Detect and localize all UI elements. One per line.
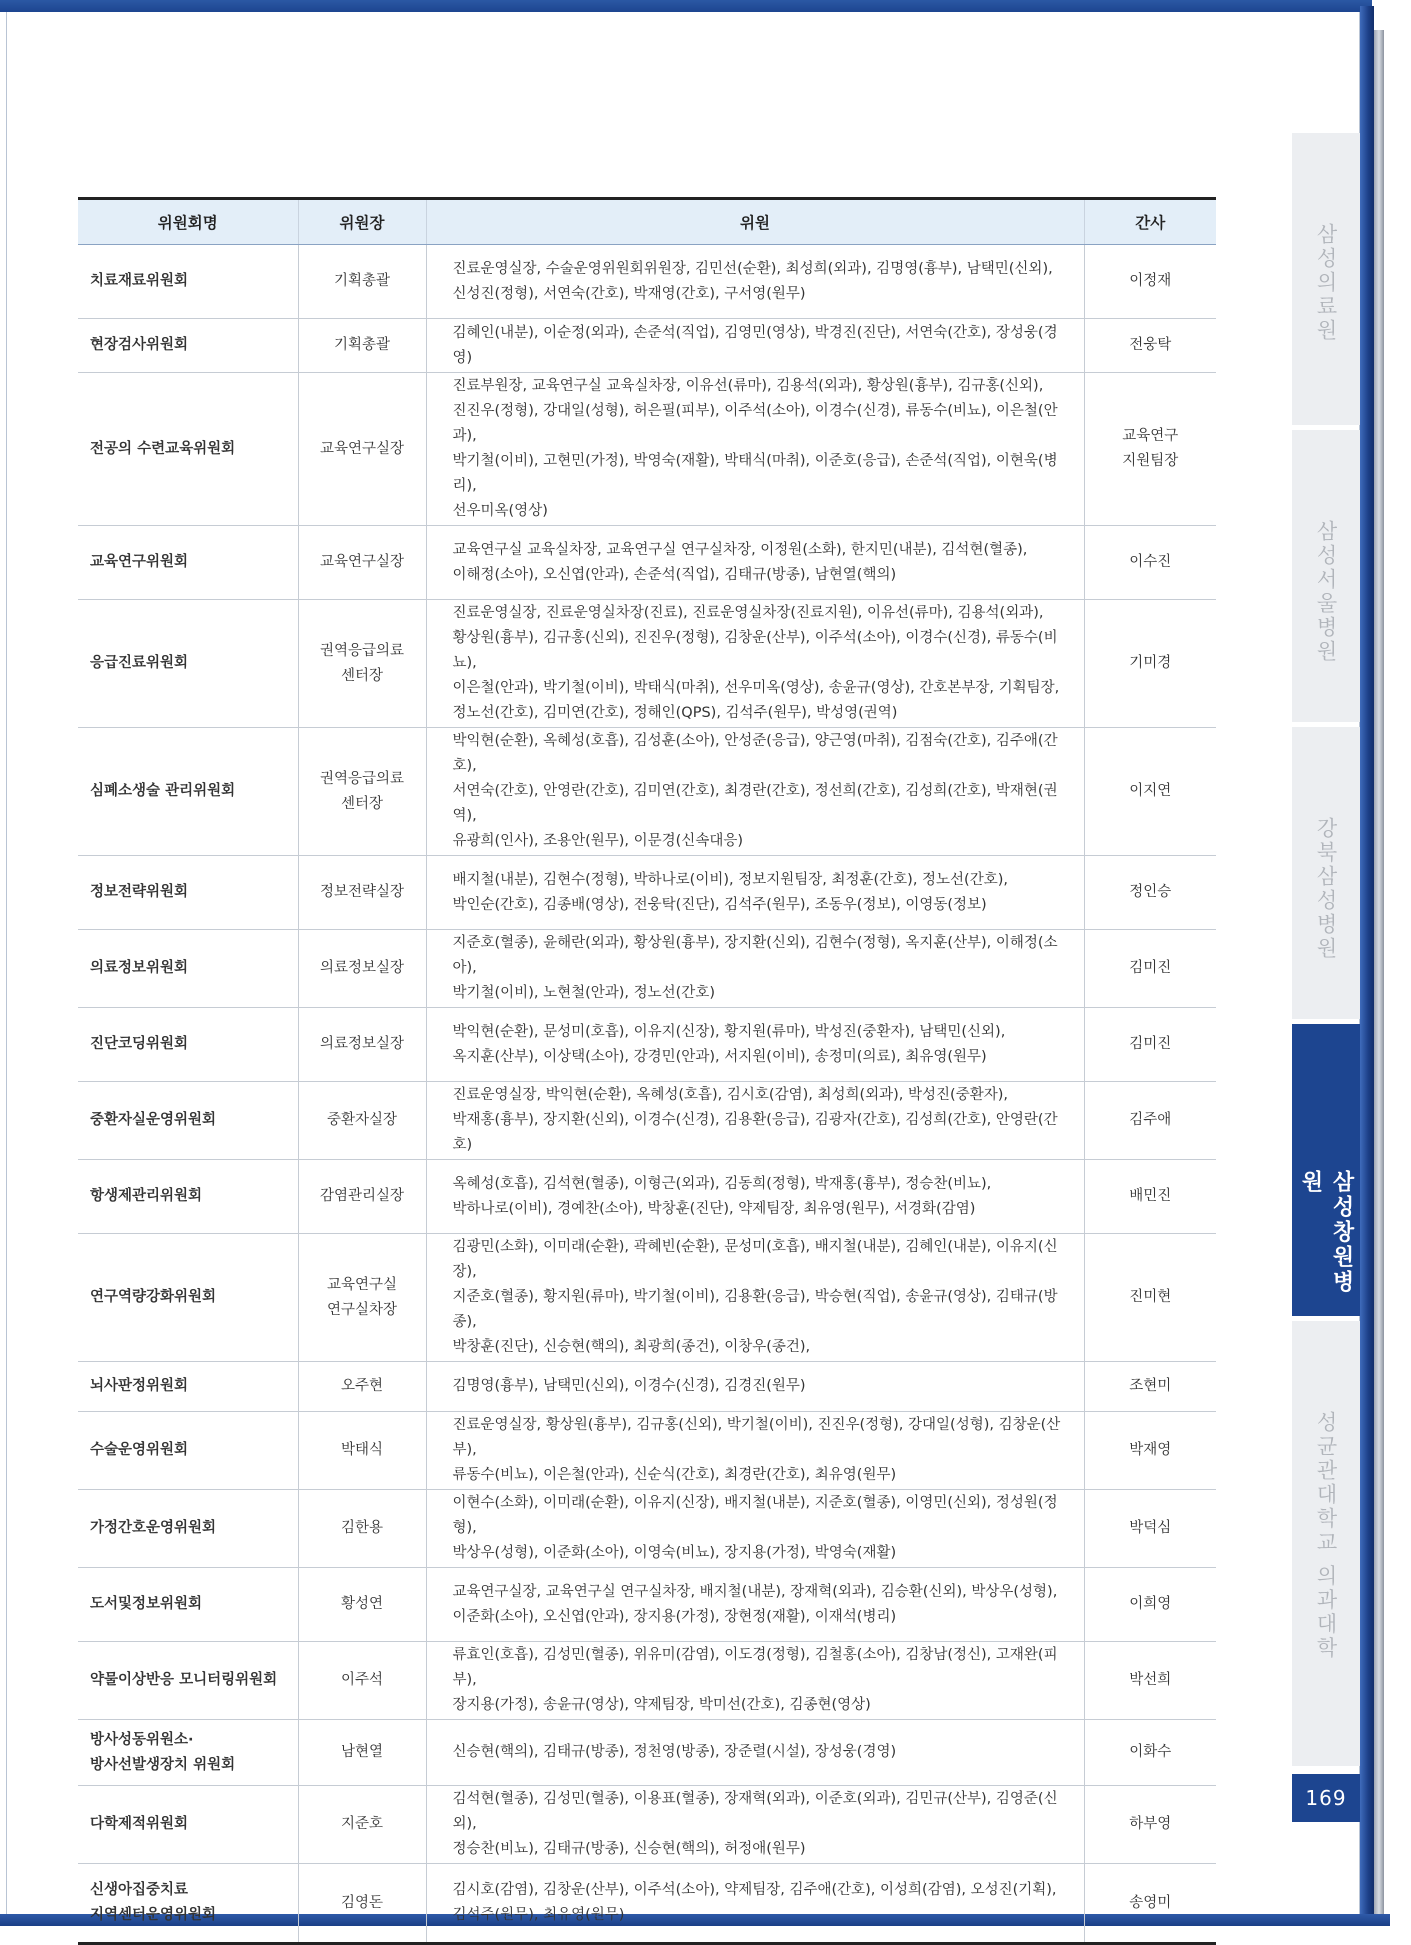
- committee-table: [78, 197, 1216, 1945]
- committee-name-cell: [78, 1234, 298, 1362]
- committee-secretary-line: 하부영: [1129, 1816, 1172, 1832]
- column-header-committee: 위원회명: [78, 199, 298, 245]
- committee-members-line: 박하나로(이비), 경예찬(소아), 박창훈(진단), 약제팀장, 최유영(원무), 서경화(감염): [452, 1200, 976, 1217]
- committee-members-cell: [426, 1362, 1084, 1412]
- side-tab-label: 강북삼성병원: [1314, 817, 1338, 961]
- committee-secretary-line: 기미경: [1129, 655, 1172, 671]
- committee-name-cell: [78, 319, 298, 373]
- committee-name-cell: [78, 1568, 298, 1642]
- top-color-bar: [0, 0, 1372, 12]
- committee-members-line: 박익현(순환), 옥혜성(호흡), 김성훈(소아), 안성준(응급), 양근영(마취), 김점숙(간호), 김주애(간호),: [452, 733, 1058, 774]
- committee-members-line: 이현수(소화), 이미래(순환), 이유지(신장), 배지철(내분), 지준호(혈종), 이영민(신외), 정성원(정형),: [452, 1495, 1058, 1536]
- committee-chair-cell: [298, 1082, 426, 1160]
- side-tab-5[interactable]: [1292, 1321, 1360, 1766]
- committee-members-line: 진료운영실장, 진료운영실차장(진료), 진료운영실차장(진료지원), 이유선(류마), 김용석(외과),: [452, 605, 1044, 621]
- committee-secretary-cell: [1084, 526, 1216, 600]
- committee-name-cell: [78, 600, 298, 728]
- side-tab-3[interactable]: [1292, 727, 1360, 1019]
- committee-chair-line: 센터장: [340, 667, 384, 684]
- committee-members-line: 김혜인(내분), 이순정(외과), 손준석(직업), 김영민(영상), 박경진(진단), 서연숙(간호), 장성웅(경영): [452, 324, 1058, 366]
- committee-chair-line: 이주석: [340, 1672, 384, 1688]
- committee-members-line: 박기철(이비), 노현철(안과), 정노선(간호): [452, 985, 715, 1001]
- committee-secretary-line: 김미진: [1129, 1036, 1172, 1052]
- committee-secretary-line: 정인승: [1129, 884, 1172, 900]
- committee-members-line: 진료운영실장, 수술운영위원회위원장, 김민선(순환), 최성희(외과), 김명영(흉부), 남택민(신외),: [452, 260, 1053, 277]
- committee-secretary-line: 이화수: [1129, 1744, 1172, 1760]
- committee-chair-cell: [298, 1234, 426, 1362]
- committee-members-cell: [426, 1008, 1084, 1082]
- committee-secretary-line: 배민진: [1129, 1188, 1172, 1204]
- committee-name-line: 방사성동위원소·: [90, 1731, 194, 1748]
- committee-secretary-cell: [1084, 1568, 1216, 1642]
- table-row: [78, 1160, 1216, 1234]
- table-row: [78, 1642, 1216, 1720]
- committee-chair-cell: [298, 1642, 426, 1720]
- committee-chair-cell: [298, 728, 426, 856]
- committee-name-line: 의료정보위원회: [90, 960, 189, 976]
- committee-members-line: 배지철(내분), 김현수(정형), 박하나로(이비), 정보지원팀장, 최정훈(간호), 정노선(간호),: [452, 871, 1008, 888]
- committee-members-line: 류동수(비뇨), 이은철(안과), 신순식(간호), 최경란(간호), 최유영(원무): [452, 1467, 897, 1483]
- committee-members-line: 진료운영실장, 황상원(흉부), 김규홍(신외), 박기철(이비), 진진우(정형), 강대일(성형), 김창운(산부),: [452, 1417, 1061, 1458]
- committee-secretary-line: 이지연: [1129, 783, 1172, 799]
- page-number: 169: [1292, 1774, 1360, 1822]
- committee-secretary-cell: [1084, 728, 1216, 856]
- committee-secretary-line: 지원팀장: [1122, 453, 1179, 469]
- committee-secretary-cell: [1084, 1008, 1216, 1082]
- committee-chair-line: 감염관리실장: [319, 1188, 405, 1204]
- committee-chair-line: 기획총괄: [333, 273, 391, 289]
- committee-secretary-cell: [1084, 1412, 1216, 1490]
- table-row: [78, 930, 1216, 1008]
- committee-secretary-cell: [1084, 373, 1216, 526]
- committee-secretary-line: 송영미: [1129, 1894, 1172, 1911]
- committee-chair-line: 권역응급의료: [319, 770, 405, 787]
- committee-members-cell: [426, 1568, 1084, 1642]
- committee-chair-cell: [298, 930, 426, 1008]
- committee-name-cell: [78, 1082, 298, 1160]
- committee-chair-cell: [298, 245, 426, 319]
- committee-members-line: 김광민(소화), 이미래(순환), 곽혜빈(순환), 문성미(호흡), 배지철(내분), 김혜인(내분), 이유지(신장),: [452, 1239, 1058, 1280]
- committee-members-line: 이준화(소아), 오신엽(안과), 장지용(가정), 장현정(재활), 이재석(병리): [452, 1608, 897, 1625]
- table-row: [78, 728, 1216, 856]
- committee-secretary-cell: [1084, 319, 1216, 373]
- committee-secretary-cell: [1084, 1642, 1216, 1720]
- committee-chair-cell: [298, 373, 426, 526]
- committee-name-line: 지역센터운영위원회: [90, 1907, 217, 1923]
- committee-members-line: 옥혜성(호흡), 김석현(혈종), 이형근(외과), 김동희(정형), 박재홍(흉부), 정승찬(비뇨),: [452, 1175, 992, 1192]
- committee-members-cell: [426, 1082, 1084, 1160]
- committee-members-line: 이해정(소아), 오신엽(안과), 손준석(직업), 김태규(방종), 남현열(핵의): [452, 566, 897, 583]
- table-row: [78, 1490, 1216, 1568]
- committee-name-line: 신생아집중치료: [90, 1882, 189, 1898]
- committee-name-cell: [78, 1786, 298, 1864]
- table-row: [78, 1362, 1216, 1412]
- committee-secretary-cell: [1084, 1490, 1216, 1568]
- committee-members-line: 정승찬(비뇨), 김태규(방종), 신승현(핵의), 허정애(원무): [452, 1841, 806, 1857]
- committee-members-line: 진료부원장, 교육연구실 교육실차장, 이유선(류마), 김용석(외과), 황상원(흉부), 김규홍(신외),: [452, 378, 1044, 394]
- committee-secretary-cell: [1084, 600, 1216, 728]
- committee-members-line: 교육연구실 교육실차장, 교육연구실 연구실차장, 이정원(소화), 한지민(내분), 김석현(혈종),: [452, 541, 1028, 558]
- committee-members-line: 김시호(감염), 김창운(산부), 이주석(소아), 약제팀장, 김주애(간호), 이성희(감염), 오성진(기획),: [452, 1882, 1057, 1898]
- committee-name-cell: [78, 1490, 298, 1568]
- committee-members-line: 진진우(정형), 강대일(성형), 허은필(피부), 이주석(소아), 이경수(신경), 류동수(비뇨), 이은철(안과),: [452, 403, 1058, 444]
- committee-chair-cell: [298, 1786, 426, 1864]
- committee-members-line: 서연숙(간호), 안영란(간호), 김미연(간호), 최경란(간호), 정선희(간호), 김성희(간호), 박재현(권역),: [452, 783, 1058, 824]
- committee-secretary-line: 조현미: [1129, 1378, 1172, 1394]
- committee-members-cell: [426, 856, 1084, 930]
- committee-members-cell: [426, 1412, 1084, 1490]
- committee-secretary-line: 박선희: [1129, 1672, 1172, 1688]
- committee-members-line: 장지용(가정), 송윤규(영상), 약제팀장, 박미선(간호), 김종현(영상): [452, 1697, 871, 1713]
- table-row: [78, 319, 1216, 373]
- committee-chair-cell: [298, 1160, 426, 1234]
- committee-secretary-line: 박덕심: [1129, 1520, 1172, 1536]
- committee-members-cell: [426, 1720, 1084, 1786]
- committee-name-line: 정보전략위원회: [90, 884, 189, 900]
- table-row: [78, 1568, 1216, 1642]
- table-row: [78, 1786, 1216, 1864]
- table-row: [78, 526, 1216, 600]
- committee-chair-cell: [298, 856, 426, 930]
- committee-members-line: 지준호(혈종), 황지원(류마), 박기철(이비), 김용환(응급), 박승현(직업), 송윤규(영상), 김태규(방종),: [452, 1289, 1058, 1330]
- committee-chair-line: 센터장: [340, 795, 384, 812]
- committee-secretary-line: 이희영: [1129, 1596, 1172, 1612]
- side-tab-label: 삼성창원병원: [1298, 1170, 1354, 1295]
- committee-secretary-line: 교육연구: [1122, 428, 1179, 444]
- table-row: [78, 1412, 1216, 1490]
- book-edge: [1374, 30, 1384, 1920]
- committee-name-cell: [78, 245, 298, 319]
- committee-name-line: 방사선발생장치 위원회: [90, 1756, 236, 1773]
- table-row: [78, 1082, 1216, 1160]
- committee-chair-line: 권역응급의료: [319, 642, 405, 659]
- committee-members-line: 신승현(핵의), 김태규(방종), 정천영(방종), 장준렬(시설), 장성웅(경영): [452, 1744, 897, 1760]
- committee-name-cell: [78, 526, 298, 600]
- table-body: [78, 245, 1216, 1944]
- committee-members-cell: [426, 728, 1084, 856]
- table-row: [78, 1234, 1216, 1362]
- committee-members-cell: [426, 1864, 1084, 1944]
- committee-members-line: 진료운영실장, 박익현(순환), 옥혜성(호흡), 김시호(감염), 최성희(외과), 박성진(중환자),: [452, 1087, 1008, 1103]
- column-header-members: 위원: [426, 199, 1084, 245]
- committee-chair-line: 황성연: [340, 1596, 384, 1612]
- committee-chair-line: 중환자실장: [326, 1112, 398, 1128]
- committee-name-cell: [78, 856, 298, 930]
- committee-members-cell: [426, 245, 1084, 319]
- committee-members-line: 이은철(안과), 박기철(이비), 박태식(마취), 선우미옥(영상), 송윤규(영상), 간호본부장, 기획팀장,: [452, 680, 1060, 696]
- committee-name-line: 약물이상반응 모니터링위원회: [90, 1672, 278, 1688]
- committee-name-line: 연구역량강화위원회: [90, 1289, 217, 1305]
- table-header-row: [78, 199, 1216, 245]
- committee-chair-line: 교육연구실장: [319, 440, 405, 457]
- committee-chair-line: 의료정보실장: [319, 960, 405, 976]
- committee-members-line: 정노선(간호), 김미연(간호), 정해인(QPS), 김석주(원무), 박성영(권역): [452, 705, 898, 721]
- committee-members-line: 교육연구실장, 교육연구실 연구실차장, 배지철(내분), 장재혁(외과), 김승환(신외), 박상우(성형),: [452, 1583, 1058, 1600]
- committee-secretary-line: 박재영: [1129, 1442, 1172, 1458]
- committee-name-cell: [78, 1864, 298, 1944]
- committee-secretary-line: 이수진: [1129, 554, 1172, 570]
- committee-name-cell: [78, 728, 298, 856]
- committee-secretary-line: 진미현: [1129, 1289, 1172, 1305]
- committee-secretary-cell: [1084, 1362, 1216, 1412]
- committee-name-line: 현장검사위원회: [90, 337, 189, 353]
- committee-members-cell: [426, 1786, 1084, 1864]
- committee-members-line: 박인순(간호), 김종배(영상), 전웅탁(진단), 김석주(원무), 조동우(정보), 이영동(정보): [452, 896, 987, 913]
- committee-members-line: 박재홍(흉부), 장지환(신외), 이경수(신경), 김용환(응급), 김광자(간호), 김성희(간호), 안영란(간호): [452, 1112, 1058, 1153]
- committee-secretary-cell: [1084, 1234, 1216, 1362]
- table-row: [78, 373, 1216, 526]
- committee-name-cell: [78, 1720, 298, 1786]
- committee-members-cell: [426, 319, 1084, 373]
- side-tab-label: 삼성서울병원: [1314, 520, 1338, 664]
- committee-name-line: 교육연구위원회: [90, 554, 189, 570]
- committee-chair-cell: [298, 319, 426, 373]
- committee-members-cell: [426, 1234, 1084, 1362]
- committee-name-cell: [78, 1412, 298, 1490]
- committee-members-cell: [426, 1490, 1084, 1568]
- committee-name-line: 전공의 수련교육위원회: [90, 440, 236, 457]
- committee-name-cell: [78, 1008, 298, 1082]
- committee-name-cell: [78, 1362, 298, 1412]
- committee-chair-line: 김영돈: [340, 1894, 384, 1911]
- committee-name-line: 진단코딩위원회: [90, 1036, 189, 1052]
- committee-members-line: 김석주(원무), 최유영(원무): [452, 1907, 625, 1923]
- side-tab-2[interactable]: [1292, 430, 1360, 722]
- side-tab-label: 삼성의료원: [1314, 223, 1338, 343]
- committee-secretary-cell: [1084, 1720, 1216, 1786]
- committee-members-cell: [426, 1642, 1084, 1720]
- committee-members-line: 박기철(이비), 고현민(가정), 박영숙(재활), 박태식(마취), 이준호(응급), 손준석(직업), 이현욱(병리),: [452, 453, 1058, 494]
- committee-chair-line: 의료정보실장: [319, 1036, 405, 1052]
- committee-chair-line: 박태식: [340, 1442, 384, 1458]
- committee-members-cell: [426, 526, 1084, 600]
- committee-secretary-line: 전웅탁: [1129, 337, 1172, 353]
- column-header-chair: 위원장: [298, 199, 426, 245]
- book-spine: [1360, 6, 1374, 1920]
- committee-name-line: 가정간호운영위원회: [90, 1520, 217, 1536]
- committee-name-cell: [78, 930, 298, 1008]
- committee-chair-line: 연구실차장: [326, 1301, 398, 1318]
- committee-secretary-line: 김미진: [1129, 960, 1172, 976]
- committee-chair-line: 기획총괄: [333, 337, 391, 353]
- committee-members-cell: [426, 1160, 1084, 1234]
- committee-members-line: 황상원(흉부), 김규홍(신외), 진진우(정형), 김창운(산부), 이주석(소아), 이경수(신경), 류동수(비뇨),: [452, 630, 1058, 671]
- committee-members-line: 박익현(순환), 문성미(호흡), 이유지(신장), 황지원(류마), 박성진(중환자), 남택민(신외),: [452, 1023, 1006, 1040]
- committee-name-line: 다학제적위원회: [90, 1816, 189, 1832]
- committee-chair-cell: [298, 1008, 426, 1082]
- committee-chair-cell: [298, 1568, 426, 1642]
- committee-name-line: 뇌사판정위원회: [90, 1378, 189, 1394]
- committee-name-line: 응급진료위원회: [90, 655, 189, 671]
- committee-name-line: 항생제관리위원회: [90, 1188, 203, 1204]
- committee-name-line: 수술운영위원회: [90, 1442, 189, 1458]
- committee-members-line: 김석현(혈종), 김성민(혈종), 이용표(혈종), 장재혁(외과), 이준호(외과), 김민규(산부), 김영준(신외),: [452, 1791, 1058, 1832]
- committee-members-line: 박창훈(진단), 신승현(핵의), 최광희(종건), 이창우(종건),: [452, 1339, 811, 1355]
- table-row: [78, 245, 1216, 319]
- committee-chair-cell: [298, 1720, 426, 1786]
- committee-members-line: 지준호(혈종), 윤해란(외과), 황상원(흉부), 장지환(신외), 김현수(정형), 옥지훈(산부), 이해정(소아),: [452, 935, 1058, 976]
- committee-members-cell: [426, 600, 1084, 728]
- committee-chair-cell: [298, 526, 426, 600]
- committee-chair-cell: [298, 1412, 426, 1490]
- committee-chair-line: 지준호: [340, 1816, 384, 1832]
- committee-chair-line: 김한용: [340, 1520, 384, 1536]
- committee-chair-line: 정보전략실장: [319, 884, 405, 900]
- table-row: [78, 856, 1216, 930]
- committee-members-line: 박상우(성형), 이준화(소아), 이영숙(비뇨), 장지용(가정), 박영숙(재활): [452, 1545, 897, 1561]
- side-tab-1[interactable]: [1292, 133, 1360, 425]
- committee-members-line: 옥지훈(산부), 이상택(소아), 강경민(안과), 서지원(이비), 송정미(의료), 최유영(원무): [452, 1048, 987, 1065]
- committee-secretary-line: 김주애: [1129, 1112, 1172, 1128]
- committee-chair-cell: [298, 600, 426, 728]
- committee-chair-cell: [298, 1864, 426, 1944]
- committee-chair-line: 오주현: [340, 1378, 384, 1394]
- table-row: [78, 1864, 1216, 1944]
- committee-name-line: 치료재료위원회: [90, 273, 189, 289]
- committee-name-line: 심폐소생술 관리위원회: [90, 783, 236, 799]
- committee-members-line: 신성진(정형), 서연숙(간호), 박재영(간호), 구서영(원무): [452, 285, 806, 302]
- committee-chair-line: 교육연구실: [326, 1276, 398, 1293]
- committee-name-line: 중환자실운영위원회: [90, 1112, 217, 1128]
- side-tab-4[interactable]: [1292, 1024, 1360, 1316]
- committee-secretary-cell: [1084, 1786, 1216, 1864]
- committee-secretary-cell: [1084, 1864, 1216, 1944]
- column-header-secretary: 간사: [1084, 199, 1216, 245]
- committee-secretary-cell: [1084, 856, 1216, 930]
- committee-secretary-cell: [1084, 930, 1216, 1008]
- committee-members-cell: [426, 930, 1084, 1008]
- committee-chair-line: 남현열: [340, 1744, 384, 1760]
- committee-members-line: 류효인(호흡), 김성민(혈종), 위유미(감염), 이도경(정형), 김철홍(소아), 김창남(정신), 고재완(피부),: [452, 1647, 1058, 1688]
- table-row: [78, 1008, 1216, 1082]
- committee-members-line: 김명영(흉부), 남택민(신외), 이경수(신경), 김경진(원무): [452, 1378, 806, 1394]
- committee-name-line: 도서및정보위원회: [90, 1596, 203, 1612]
- committee-members-cell: [426, 373, 1084, 526]
- committee-name-cell: [78, 1160, 298, 1234]
- committee-chair-cell: [298, 1490, 426, 1568]
- table-row: [78, 1720, 1216, 1786]
- committee-chair-line: 교육연구실장: [319, 554, 405, 570]
- committee-secretary-cell: [1084, 1082, 1216, 1160]
- committee-members-line: 선우미옥(영상): [452, 503, 548, 519]
- committee-name-cell: [78, 1642, 298, 1720]
- committee-secretary-line: 이정재: [1129, 273, 1172, 289]
- side-tab-label: 성균관대학교 의과대학: [1314, 1411, 1338, 1661]
- committee-name-cell: [78, 373, 298, 526]
- committee-secretary-cell: [1084, 1160, 1216, 1234]
- table-row: [78, 600, 1216, 728]
- committee-chair-cell: [298, 1362, 426, 1412]
- committee-secretary-cell: [1084, 245, 1216, 319]
- committee-members-line: 유광희(인사), 조용안(원무), 이문경(신속대응): [452, 833, 743, 849]
